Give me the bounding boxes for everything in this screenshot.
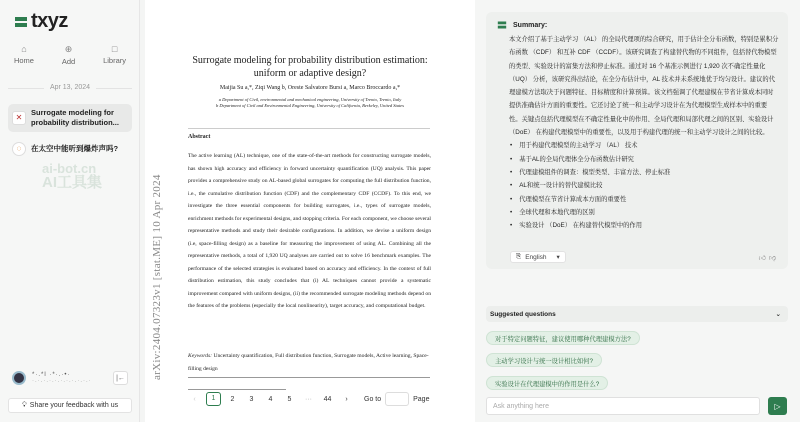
nav-add[interactable] — [62, 44, 75, 66]
nav-label: Add — [61, 57, 76, 66]
thumbs-up-icon[interactable]: 👍︎ — [758, 255, 766, 262]
chevron-down-icon: ▾ — [556, 254, 560, 261]
send-icon: ▷ — [774, 401, 781, 411]
keywords: Keywords: Uncertainty quantification, Full distribution function, Surrogate models, Active learning, Space-filling design — [188, 353, 429, 372]
more-pages[interactable]: ··· — [305, 395, 312, 403]
page-button[interactable]: 5 — [287, 395, 292, 403]
page-button[interactable]: 2 — [230, 395, 235, 403]
pdf-viewer[interactable] — [145, 0, 475, 422]
list-item: • 用于构建代理模型的主动学习 （AL） 技术 — [509, 139, 779, 152]
paper-authors: Maijia Su a,*, Ziqi Wang b, Oreste Salvatore Bursi a, Marco Broccardo a,* — [219, 85, 401, 91]
abstract-heading: Abstract — [188, 134, 211, 140]
history-title: 在太空中能听到爆炸声吗? — [31, 144, 119, 153]
summary-card — [486, 12, 788, 269]
divider — [188, 377, 430, 378]
logo-icon — [15, 17, 27, 27]
list-item: • 全球代理和本地代理的区别 — [509, 206, 779, 219]
suggested-question[interactable]: 实验设计在代理建模中的作用是什么? — [486, 376, 608, 390]
chat-input[interactable]: Ask anything here — [486, 397, 760, 415]
page-button[interactable]: 4 — [268, 395, 273, 403]
avatar — [12, 371, 26, 385]
chevron-down-icon: ⌄ — [775, 311, 781, 318]
user-email: ·.·.·.·.·.·.·.·.·.·.· — [32, 378, 92, 384]
page-button[interactable]: 44 — [323, 395, 332, 403]
pdf-icon: ✕ — [12, 111, 26, 125]
sidebar — [0, 0, 140, 422]
history-date: Apr 13, 2024 — [8, 84, 132, 91]
summary-text: 本文介绍了基于主动学习 （AL） 的全局代理项的综合研究，用于估计全分布函数，特别是累积分布函数 （CDF） 和互补 CDF （CCDF）。该研究调查了构建替代物的不同组件，包括替代物模型的类型、实验设计的富集方法和停止标准。通过对 16 个基准示例进行 1,920 次不确定性量化 （UQ） 分析，该研究得出结论，在全分布估计中，AL 技术并未系统地优于均匀设计。建议的代理建模方法取决于问题特征、目标精度和计算预算。该文档强调了代理建模在节省计算成本同时提供准确估计方面的重要性。它还讨论了统一和主动学习设计在为代理模型生成样本中的重要性。关键点包括代理模型在不确定性量化中的作用、全局代理和局部代理之间的区别、实验设计 （DoE） 在构建代理模型中的重要性，以及用于构建代理的统一和主动学习设计之间的比较。 — [509, 36, 779, 137]
main-nav — [0, 44, 140, 66]
divider — [188, 128, 430, 129]
logo[interactable] — [15, 10, 68, 33]
chat-icon: ◌ — [12, 142, 26, 156]
arxiv-id: arXiv:2404.07323v1 [stat.ME] 10 Apr 2024 — [151, 174, 163, 380]
feedback-icons — [759, 253, 776, 262]
language-select[interactable]: ⎘ English ▾ — [510, 251, 566, 263]
nav-label: Home — [13, 56, 34, 65]
summary-heading: Summary: — [496, 20, 547, 30]
pagination — [185, 392, 429, 406]
collapse-icon: |← — [116, 374, 125, 382]
lightbulb-icon: 💡︎ — [21, 401, 27, 409]
list-item: • 代理模型在节省计算成本方面的重要性 — [509, 193, 779, 206]
abstract-text: The active learning (AL) technique, one of the state-of-the-art methods for constructing surrogate models, has shown high accuracy and efficiency in forward uncertainty quantification (UQ) analysis. This paper provides a comprehensive study on AL-based global surrogates for computing the full distribution function, i.e., the cumulative distribution function (CDF) and the complementary CDF (CCDF). To this end, we investigate the three essential components for building surrogates, i.e., types of surrogate models, enrichment methods for experimental designs, and stopping criteria. For each component, we choose several representative methods and study their desirable configurations. In addition, we devise a uniform design (i.e, space-filling design) as a baseline for measuring the improvement of using AL. Combining all the representative methods, a total of 1,920 UQ analyses are carried out to solve 16 benchmark examples. The performance of the selected strategies is evaluated based on accuracy and efficiency. In the context of full distribution estimation, this study concludes that (i) AL techniques cannot provide a systematic improvement compared with uniform designs, (ii) the recommended surrogate modeling methods depend on the features of the problems (especially the local nonlinearity), target accuracy, and computational budget. — [188, 153, 431, 309]
history-item[interactable] — [8, 138, 132, 160]
suggested-question[interactable]: 主动学习设计与统一设计相比如何? — [486, 353, 602, 367]
plus-circle-icon: ⊕ — [64, 44, 73, 54]
feedback-label: Share your feedback with us — [29, 402, 119, 409]
history-item[interactable] — [8, 104, 132, 132]
logo-icon — [498, 22, 506, 29]
summary-bullets — [509, 139, 779, 232]
translate-icon: ⎘ — [516, 253, 522, 260]
list-item: • 代理建模组件的调查：模型类型、丰富方法、停止标准 — [509, 166, 779, 179]
goto-page-input[interactable] — [385, 392, 409, 406]
page-button[interactable]: 1 — [206, 392, 221, 406]
home-icon: ⌂ — [21, 44, 27, 54]
history-title: Surrogate modeling for probability distribution... — [31, 108, 119, 127]
list-item: • AL和统一设计的替代建模比较 — [509, 179, 779, 192]
logo-text: txyz — [31, 10, 68, 32]
prev-page-button[interactable]: ‹ — [193, 395, 196, 403]
next-page-button[interactable]: › — [345, 395, 348, 403]
list-item: • 基于AL的全局代理体全分布函数估计研究 — [509, 153, 779, 166]
suggested-question[interactable]: 对于特定问题特征，建议使用哪种代理建模方法? — [486, 331, 640, 345]
watermark: ai-bot.cn AI工具集 — [42, 161, 103, 191]
paper-title: Surrogate modeling for probability distribution estimation: uniform or adaptive design? — [192, 55, 428, 79]
chat-panel — [475, 0, 800, 422]
list-item: • 实验设计 （DoE） 在构建替代模型中的作用 — [509, 219, 779, 232]
feedback-button[interactable] — [8, 398, 132, 413]
goto-label: Go to — [364, 395, 382, 403]
send-button[interactable] — [768, 397, 787, 415]
page-label: Page — [413, 395, 430, 403]
collapse-sidebar-button[interactable] — [113, 371, 128, 385]
suggested-questions-header[interactable]: Suggested questions ⌄ — [486, 306, 788, 322]
summary-body — [509, 33, 779, 232]
user-name: *·.*l ·*·.·•· — [32, 372, 71, 378]
book-icon: □ — [111, 44, 118, 54]
page-button[interactable]: 3 — [249, 395, 254, 403]
nav-library[interactable] — [103, 44, 126, 66]
divider — [188, 389, 286, 390]
paper-affiliations: a Department of Civil, environmental and mechanical engineering, University of Trento, Trento, Italy b Department of Civil and Environmental Engineering, University of California, Berkeley, United States — [216, 97, 404, 108]
nav-label: Library — [103, 56, 127, 65]
nav-home[interactable] — [14, 44, 34, 66]
user-profile[interactable] — [12, 371, 92, 385]
thumbs-down-icon[interactable]: 👎︎ — [768, 255, 776, 262]
